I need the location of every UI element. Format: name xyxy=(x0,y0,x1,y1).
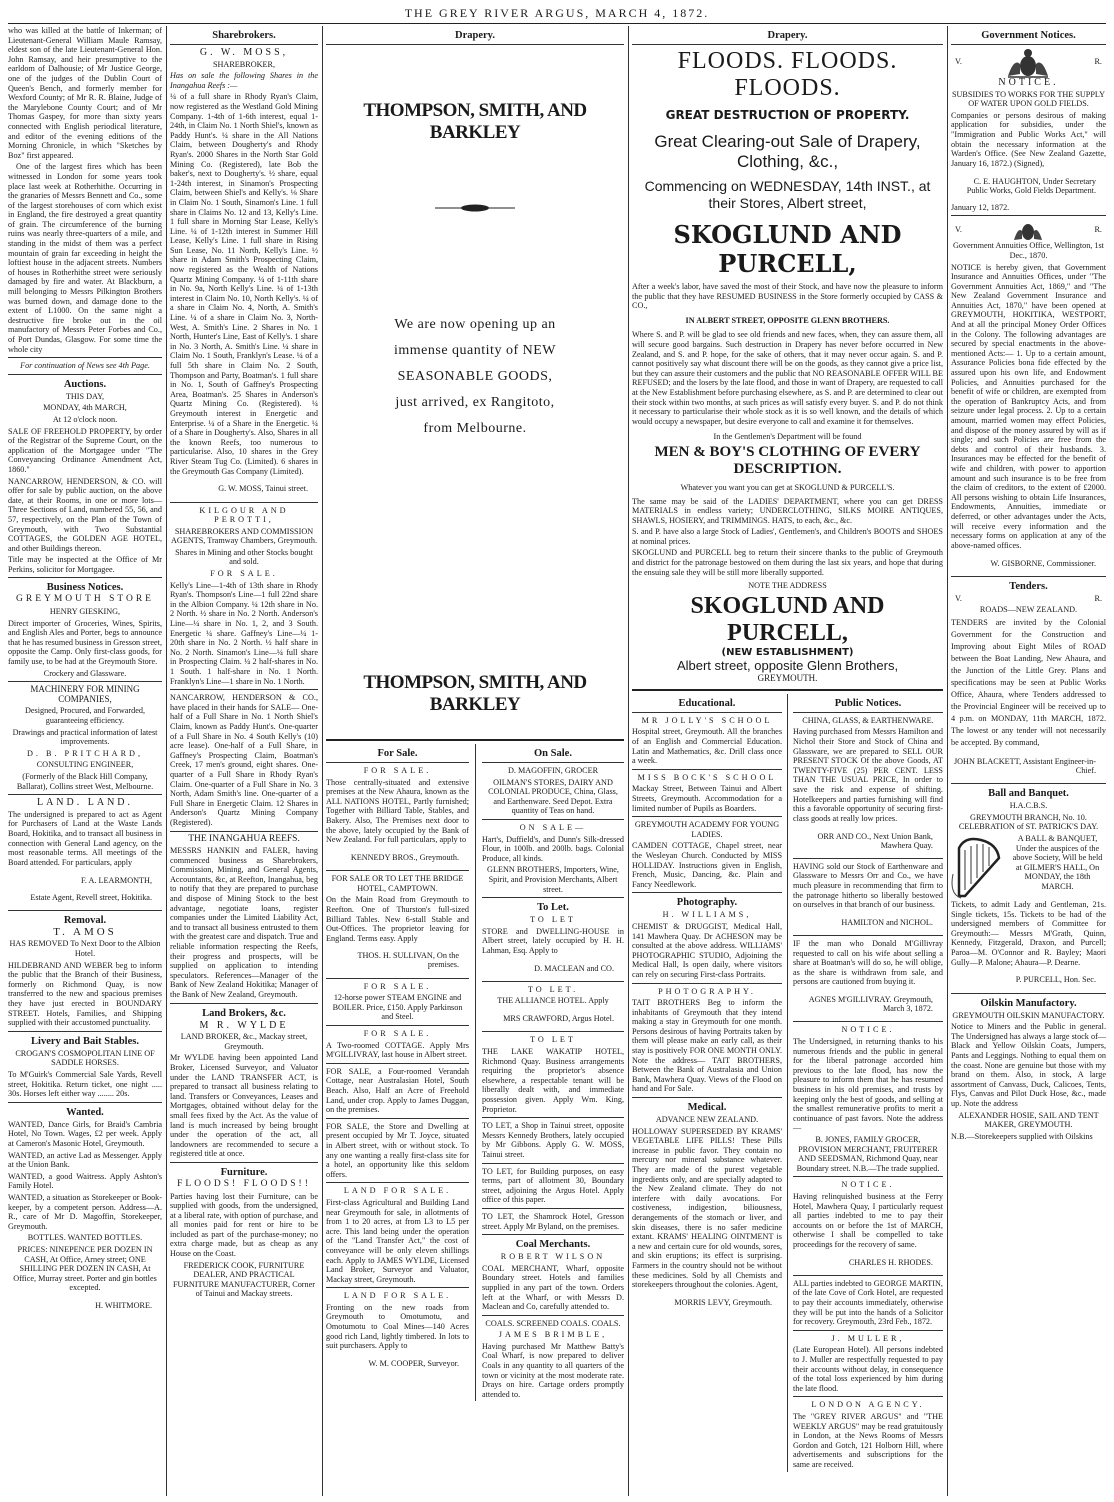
royal-arms-icon xyxy=(1013,219,1043,241)
ad-title: NOTICE. xyxy=(998,77,1059,88)
ad-text: (Late European Hotel). All persons indebted to J. Muller are respectfully requested to pay their accounts without delay, in consequence of the total loss experienced by him during the late flood. xyxy=(792,1345,943,1393)
ad-text: Where S. and P. will be glad to see old friends and new faces, when, they can assure them, all will secure good bargains. Such destruction in Drapery has never before occurred in New Zealand, and S. and P. hope, for the sake of others, that it may never occur again. S. and P. cannot positively say what discount there will be on the goods, as they cannot give a price list, but they can assure their customers and the public that NO REASONABLE OFFER WILL BE REFUSED; and the losers by the late flood, and those in want of Drapery, are requested to call at the New Establishment before purchasing elsewhere, as S. and P. are determined to clear out their stock within two months, at such prices as will satisfy every buyer. S. and P. do not think it necessary to particularise their whole stock as it is so well known, and the details of which would occupy a newspaper, but desire everyone to call and examine it for themselves. xyxy=(632,330,943,426)
ad-text: TO LET, the Shamrock Hotel, Gresson street. Apply Mr Byland, on the premises. xyxy=(481,1211,624,1231)
auction-date: At 12 o'clock noon. xyxy=(52,414,118,424)
ad-text: Crockery and Glassware. xyxy=(43,668,127,678)
ad-text: FOR SALE. xyxy=(210,569,278,579)
section-heading: Public Notices. xyxy=(834,697,902,709)
royal-cipher-v: V. xyxy=(955,593,962,603)
ad-signature: ALEXANDER HOSIE, SAIL AND TENT MAKER, GREYMOUTH. xyxy=(958,1110,1099,1130)
column-1 xyxy=(8,26,162,1496)
ad-title: KILGOUR AND PEROTTI, xyxy=(199,505,289,525)
ad-title: BOTTLES. WANTED BOTTLES. xyxy=(27,1233,143,1243)
auction-date: THIS DAY, xyxy=(65,391,105,401)
ad-signature: KENNEDY BROS., Greymouth. xyxy=(350,852,459,862)
ad-title: J. MULLER, xyxy=(831,1333,905,1343)
ad-text: CONSULTING ENGINEER, xyxy=(36,760,134,770)
advertiser-title: THOMPSON, SMITH, AND BARKLEY xyxy=(363,100,587,143)
ad-text: NOTICE is hereby given, that Government Insurance and Annuities Offices, under "The Government Annuities Act, 1869," and "The New Zealand Government Insurance and Annuities Act, 1870," have been opened at GREYMOUTH, HOKITIKA, WESTPORT, And at all the principal Money Order Offices in the Colony. The following advantages are secured by special enactments in the above-mentioned Acts:— 1. Up to a certain amount, Assurance Policies bona fide effected by the assured upon his own life, and Endowment Policies, and Annuities purchased for the benefit of wife or children, are exempted from the operation of Bankruptcy Acts, and from seizure under legal process. 2. Up to a certain amount, married women may effect Policies, and dispose of the money assured by will as if single; and such Policies are free from the debts and control of their husbands. 3. Insurances may be effected for the benefit of wife and children, with power to apportion amount and such insurance is to be free from the claim of creditors, to the extent of £2000. All persons wishing to obtain Life Insurances, Endowments, Annuities, immediate or deferred, or other advantages under the Acts, will receive every information and the necessary forms on application at any of the above-named offices. xyxy=(951,262,1106,550)
section-heading: Business Notices. xyxy=(46,582,124,594)
news-text: who was killed at the battle of Inkerman; of Lieutenant-General William Maule Ramsay, eldest son of the late Lieutenant-General Hon. John Ramsay, and heir presumptive to the earldom of Dalhousie; of Mr Justice George, one of the judges of the Dublin Court of Queen's Bench, and formerly member for Wexford County; of Mr R. R. Blaine, Judge of the Marylebone County Court; and of Mr Thomas Gaspey, for more than sixty years connected with English periodical literature, and editor of the evening editions of the Morning Chronicle, in which "Sketches by Boz" first appeared. xyxy=(8,26,162,160)
ad-text: The Undersigned, in returning thanks to his numerous friends and the public in general for the liberal patronage accorded him previous to the late flood, has now the pleasure to inform them that he has resumed business in his old premises, and trusts by keeping only the best of goods, and selling at the smallest remunerative profits to merit a continuance of past favors. Note the address— xyxy=(792,1037,943,1133)
ad-signature: JOHN BLACKETT, Assistant Engineer-in-Chief. xyxy=(953,757,1096,776)
ad-signature: P. PURCELL, Hon. Sec. xyxy=(1015,975,1096,985)
ad-title: NOTICE. xyxy=(841,1180,895,1190)
share-list: Kelly's Line—1-4th of 13th share in Rhody Ryan's. Thompson's Line—1 full 22nd share in the Albion Company. ¼ 12th share in No. 2 North. ½ share in No. 2 North. Anderson's Line—¼ share in No. 1, 2, and 3 South. Energetic ¼ share. Gaffney's Line—¼ 1-20th share in No. 2 North. ½ half share in No. 2 North. Sinamon's Line—¼ full share in Prospecting Claim. ¼ 2 half-shares in No. 1 South. 1 half-share in No. 1 North. Franklyn's Line—1 share in No. 1 North. xyxy=(170,580,318,686)
ad-text: COAL MERCHANT, Wharf, opposite Boundary street. Hotels and families supplied in any part of the town. Orders left at the Wharf, or with Messrs D. Maclean and Co, carefully attended to. xyxy=(481,1263,624,1312)
ad-text: The same may be said of the LADIES' DEPARTMENT, where you can get DRESS MATERIALS in endless variety; UNDERCLOTHING, SILKS MOIRE ANTIQUES, SHAWLS, HOSIERY, and TRIMMINGS. HATS, to each, &c., &c. xyxy=(632,496,943,525)
ad-text: Those centrally-situated and extensive premises at the New Ahaura, known as the ALL NATIONS HOTEL, Partly furnished; Together with Billiard Table, Stables, and Bakery. Also, The Premises next door to the above, lately occupied by the Bank of New Zealand. For full particulars, apply to xyxy=(326,777,469,845)
ad-title: LAND FOR SALE. xyxy=(343,1291,452,1301)
ad-text: Hart's, Duffield's, and Dunn's Silk-dressed Flour, in 100lb. and 200lb. bags. Colonial Produce, all kinds. xyxy=(481,834,624,863)
ad-text: (Formerly of the Black Hill Company, Ballarat), Collins street West, Melbourne. xyxy=(16,771,154,791)
ad-signature: W. M. COOPER, Surveyor. xyxy=(368,1359,459,1369)
ad-line: immense quantity of NEW xyxy=(394,343,556,358)
ad-title: MISS BOCK'S SCHOOL xyxy=(637,772,777,782)
ad-signature: G. W. MOSS, Tainui street. xyxy=(218,484,308,494)
ad-text: Fronting on the new roads from Greymouth to Omotumotu, and Omotumotu to Coal Mines—140 Acres good rich Land, lightly timbered. In lots to suit purchasers. Apply to xyxy=(326,1302,469,1351)
ad-signature: C. E. HAUGHTON, Under Secretary Public Works, Gold Fields Department. xyxy=(966,176,1096,195)
column-rule xyxy=(947,26,948,1496)
ad-text: Mr WYLDE having been appointed Land Broker, Licensed Surveyor, and Valuator under the LAND TRANSFER ACT, is prepared to transact all business relating to land. Transfers or Conveyances, Leases and Mortgages, obtained without delay for the small fees fixed by the Act. As the value of land is much increased by being brought under the operation of the act, all landowners are recommended to secure a registered title at once. xyxy=(170,1053,318,1159)
section-heading: To Let. xyxy=(537,902,569,914)
section-heading: Removal. xyxy=(63,914,107,926)
section-heading: Government Notices. xyxy=(981,30,1076,41)
section-heading: Ball and Banquet. xyxy=(988,788,1069,800)
ad-text: TO LET, for Building purposes, on easy terms, part of allotment 30, Boundary street, adjoining the Argus Hotel. Apply office of this paper. xyxy=(481,1166,624,1205)
ad-title: PHOTOGRAPHY. xyxy=(658,986,756,996)
ad-text: Whatever you want you can get at SKOGLUND & PURCELL'S. xyxy=(680,482,895,492)
section-heading: Medical. xyxy=(687,1102,727,1114)
ad-title: FOR SALE OR TO LET THE BRIDGE HOTEL, CAMPTOWN. xyxy=(331,874,464,893)
ad-text: SKOGLUND and PURCELL beg to return their sincere thanks to the public of Greymouth and district for the patronage bestowed on them during the last six years, and hope that during the ensuing sale they will be still more liberally supported. xyxy=(632,548,943,577)
ad-title: ON SALE— xyxy=(519,822,587,832)
section-heading: Tenders. xyxy=(1009,580,1048,592)
ad-headline: FLOODS. FLOODS. FLOODS. xyxy=(677,48,898,101)
ad-title: LAND. LAND. xyxy=(36,797,134,809)
ad-signature: Estate Agent, Revell street, Hokitika. xyxy=(30,892,152,902)
ad-text: N.B.—Storekeepers supplied with Oilskins xyxy=(951,1131,1093,1141)
ad-signature: D. MACLEAN and CO. xyxy=(534,963,614,973)
ad-line: We are now opening up an xyxy=(394,317,556,332)
ad-text: CAMDEN COTTAGE, Chapel street, near the Wesleyan Church. Conducted by MISS HOLLIDAY. Instructions given in English, French, Music, Dancing, &c. Plain and Fancy Needlework. xyxy=(632,841,782,889)
ad-text: SHAREBROKERS AND COMMISSION AGENTS, Tramway Chambers, Greymouth. xyxy=(171,526,317,546)
ad-title: FOR SALE. xyxy=(363,981,432,991)
ad-text: Has on sale the following Shares in the Inangahua Reefs :— xyxy=(170,71,318,90)
ad-firm-name: SKOGLUND AND PURCELL, xyxy=(673,220,902,278)
ad-title: G. W. MOSS, xyxy=(199,47,289,58)
ad-text: SHAREBROKER, xyxy=(212,59,276,69)
ad-text: THE ALLIANCE HOTEL. Apply xyxy=(497,996,609,1006)
harp-icon xyxy=(951,834,1005,900)
ad-text: WANTED, a good Waitress. Apply Ashton's Family Hotel. xyxy=(8,1171,162,1191)
ad-name: JAMES BRIMBLE, xyxy=(498,1330,608,1340)
ad-text: Mackay Street, Between Tainui and Albert Streets, Greymouth. Accommodation for a limited number of Pupils as Boarders. xyxy=(632,784,782,813)
ad-text: First-class Agricultural and Building Land near Greymouth for sale, in allotments of from 1 to 20 acres, at from L3 to L5 per acre. This land being under the operation of the "Land Transfer Act," the cost of conveyance will be only eleven shillings each. Apply to JAMES WYLDE, Licensed Land Broker, Surveyor and Valuator, Mackay street, Greymouth. xyxy=(326,1197,469,1284)
ad-signature: MRS CRAWFORD, Argus Hotel. xyxy=(503,1014,614,1024)
ad-signature: GLENN BROTHERS, Importers, Wine, Spirit, and Provision Merchants, Albert street. xyxy=(487,865,619,894)
royal-cipher-r: R. xyxy=(1094,57,1102,67)
ad-line: SEASONABLE GOODS, xyxy=(397,369,553,384)
ad-title: TO LET xyxy=(530,915,576,925)
ad-text: Designed, Procured, and Forwarded, guaranteeing efficiency. xyxy=(24,706,146,725)
section-heading: Furniture. xyxy=(220,1166,268,1178)
ad-text: IF the man who Donald M'Gillivray requested to call on his wife about selling a share at Boatman's will do so, he will oblige, as the share is withdrawn from sale, and persons are cautioned from buying it. xyxy=(792,939,943,987)
share-list: ¼ of a full share in Rhody Ryan's Claim, now registered as the Westland Gold Mining Company. 1-4th of 1-6th interest, equal 1-24th, in Claim No. 1 North Shiel's, known as Paddy Hunt's. ¼ share in the All Nations Claim, between Dougherty's and Rhody Ryan's. 2000 Shares in the North Star Gold Mining Co. (Registered), late Bob the baker's, next to Dougherty's. ½ share, equal 1-24th interest, in Sinamon's Prospecting Claim, between Shiel's and Kelly's. ⅛ Share in Claim No. 1 South, Sinamon's Line. 1 full share in Claims No. 12 and 13, Kelly's Line. 1 full share in Morning Star Lease, Kelly's Line. ¼ of 1-12th interest in Summer Hill Lease, Kelly's Line. 1 full share in Rising Sun Lease, No. 11 North, Kelly's Line. ½ share in Adam Smith's Prospecting Claim, now registered as the Wealth of Nations Quartz Mining Company. ¼ of 1-11th share in No. 9a, North Kelly's Line. ¼ of 1-13th interest in Claim No. 10, North Kelly's. ¼ of a share in Claim No. 4, North, A. Smith's Line. ¼ of a share in Claim No. 3, North-West, A. Smith's Line. 2 Shares in No. 1 North, Hunter's Line, East of Kelly's. 1 share in No. 3 North, A. Smith's Line. ¼ share in Claim No. 1 South, Franklyn's Lease. ¼ of a full 5th share in Claim No. 2 South, Thompson and Party, Boatman's. 1 full share in No. 1, South of Gaffney's Prospecting Area, Boatman's. 25 Shares in Anderson's Quartz Mining Co. (Registered). ¼ Greymouth interest in Energetic and Enterprise. ¼ of a Share in the Energetic. ¼ of a Share in Dougherty's. Also, Shares in all the known Reefs, too numerous to particularise. Also, 10 shares in the Grey River Steam Tug Co. (Limited). 6 shares in the Greymouth Gas Company (Limited). xyxy=(170,92,318,476)
ad-text: TO LET, a Shop in Tainui street, opposite Messrs Kennedy Brothers, lately occupied by Mr Gibbons. Apply G. W. MOSS, Tainui street. xyxy=(481,1121,624,1159)
ad-department: MEN & BOY'S CLOTHING OF EVERY DESCRIPTION. xyxy=(654,443,921,477)
ad-firm-name: SKOGLUND AND PURCELL, xyxy=(690,592,885,646)
ad-title: MR JOLLY'S SCHOOL xyxy=(641,715,773,725)
ad-title: NOTICE. xyxy=(841,1025,895,1035)
ad-text: OILMAN'S STORES, DAIRY AND COLONIAL PRODUCE, China, Glass, and Earthenware. Seed Depot. Extra quantity of Teas on hand. xyxy=(488,777,618,816)
ad-text: Having purchased from Messrs Hamilton and Nichol their Store and Stock of China and Glassware, we are prepared to SELL OUR PRESENT STOCK Of the above Goods, AT TWENTY-FIVE (25) PER CENT. LESS THAN THE USUAL PRICE, In order to save the risk and expense of shifting. Hotelkeepers and parties furnishing will find this a favorable opportunity of securing first-class goods at really low prices. xyxy=(792,727,943,823)
ad-text: After a week's labor, have saved the most of their Stock, and have now the pleasure to inform the public that they have RESUMED BUSINESS in the Store formerly occupied by CASS & CO., xyxy=(632,282,943,311)
ad-title: T. AMOS xyxy=(53,925,117,938)
column-rule xyxy=(628,26,629,1496)
column-3 xyxy=(326,26,624,1496)
ad-text: HAS REMOVED To Next Door to the Albion Hotel. xyxy=(9,939,161,959)
ad-title: D. MAGOFFIN, GROCER xyxy=(507,766,599,775)
public-notices-section xyxy=(793,694,943,1472)
auction-date: MONDAY, 4th MARCH, xyxy=(43,403,127,413)
column-2 xyxy=(170,26,318,1496)
ad-title: FLOODS! FLOODS!! xyxy=(177,1178,311,1189)
ad-title: CHINA, GLASS, & EARTHENWARE. xyxy=(802,715,934,725)
ad-title: GREYMOUTH BRANCH, No. 10. CELEBRATION of ST. PATRICK'S DAY. xyxy=(958,812,1099,832)
ad-title: MACHINERY FOR MINING COMPANIES, xyxy=(30,684,140,704)
auction-text: SALE OF FREEHOLD PROPERTY, by order of the Registrar of the Supreme Court, on the application of the Mortgagee under "The Conveyancing Ordinance Amendment Act, 1860." xyxy=(8,426,162,474)
royal-cipher-v: V. xyxy=(955,57,962,67)
masthead-rule xyxy=(8,23,1106,24)
ad-name: D. B. PRITCHARD, xyxy=(26,748,143,758)
ad-title: COALS. SCREENED COALS. COALS. xyxy=(485,1318,621,1328)
ad-location: IN ALBERT STREET, OPPOSITE GLENN BROTHERS. xyxy=(685,315,890,325)
ad-text: Having purchased Mr Matthew Batty's Coal Wharf, is now prepared to deliver Coals in any quantity to all quarters of the town or vicinity at the most moderate rate. Drays on hire. Cartage orders promptly attended to. xyxy=(481,1341,624,1399)
ad-text: S. and P. have also a large Stock of Ladies', Gentlemen's, and Children's BOOTS and SHOES at nominal prices. xyxy=(632,527,943,546)
ad-text: TENDERS are invited by the Colonial Government for the Construction and Improving about Eight Miles of ROAD between the Boat Landing, New Ahaura, and the Junction of the Little Grey. Plans and specifications may be seen at Public Works Office, Ahaura, where Tenders addressed to the Provincial Engineer will be received up to 4 p.m. on MONDAY, 11th MARCH, 1872. The lowest or any tender will not necessarily be accepted. By command, xyxy=(951,617,1106,747)
ad-signature: MORRIS LEVY, Greymouth. xyxy=(674,1297,772,1307)
news-continuation-note: For continuation of News see 4th Page. xyxy=(20,361,150,371)
ad-signature: AGNES M'GILLIVRAY. Greymouth, March 3, 1872. xyxy=(808,995,933,1014)
ad-text: HILDEBRAND AND WEBER beg to inform the public that the Branch of their Business, formerly on Richmond Quay, is now transferred to the new and spacious premises they have just erected in BOUNDARY STREET. Hotels, Families, and Shipping supplied with their accustomed punctuality. xyxy=(8,960,162,1028)
ad-signature: F. A. LEARMONTH, xyxy=(81,875,152,885)
column-rule xyxy=(166,26,167,1496)
ad-title: ADVANCE NEW ZEALAND. xyxy=(655,1115,759,1125)
ad-line: just arrived, ex Rangitoto, xyxy=(395,395,555,410)
educational-section xyxy=(632,694,782,1472)
ad-text: (NEW ESTABLISHMENT) xyxy=(721,646,854,658)
section-heading: Photography. xyxy=(676,897,738,909)
ad-text: Hospital street, Greymouth. All the branches of an English and Commercial Education. Latin and Mathematics, &c. Drill class once a week. xyxy=(632,727,782,766)
ad-text: LAND BROKER, &c., Mackay street, Greymouth. xyxy=(180,1032,308,1051)
ad-text: To M'Guirk's Commercial Sale Yards, Revell street, Hokitika. Return ticket, one night ..... 30s. Horses left either way ........ 20s. xyxy=(8,1070,162,1099)
ad-signature: CHARLES H. RHODES. xyxy=(848,1257,933,1267)
ad-title: ROBERT WILSON xyxy=(500,1252,606,1262)
ad-name: HENRY GIESKING, xyxy=(49,607,121,617)
ad-signature: ORR AND CO., Next Union Bank, Mawhera Quay. xyxy=(817,831,933,850)
ad-text: Having relinquished business at the Ferry Hotel, Mawhera Quay, I particularly request all parties indebted to me to pay their accounts on or before the 1st of MARCH, otherwise I shall be compelled to take proceedings for the recovery of same. xyxy=(792,1191,943,1249)
royal-cipher-r: R. xyxy=(1094,224,1102,234)
ad-text: Government Annuities Office, Wellington, 1st Dec., 1870. xyxy=(953,241,1104,260)
ad-text: Drawings and practical information of latest improvements. xyxy=(12,727,158,747)
ad-text: Tickets, to admit Lady and Gentleman, 21s. Single tickets, 15s. Tickets to be had of the undersigned members of Committee for Greymouth:— Messrs M'Grath, Quinn, Kennedy, Fitzgerald, Draxon, and Purcell; Paroa—M. O'Connor and R. Bayley; Maori Gully—P. Malone; Ahaura—P. Dearne. xyxy=(951,900,1106,967)
ad-text: FOR SALE, the Store and Dwelling at present occupied by Mr T. Joyce, situated in Albert street, with or without stock. To any one wanting a really first-class site for a hotel, an opportunity like this seldom offers. xyxy=(326,1121,469,1179)
ad-text: WANTED, a situation as Storekeeper or Book-keeper, by a competent person. Address—A. R., care of Mr D. Magoffin, Storekeeper, Greymouth. xyxy=(8,1192,162,1231)
ad-text: NANCARROW, HENDERSON & CO., have placed in their hands for SALE— One-half of a Full Share in No. 1 North Shiel's Claim, known as Paddy Hunt's. One-quarter of a Full Share in No. 4 South Kelly's (10) acre lease). One-half of a Full Share, in Gaffney's Prospecting Claim, Boatman's Creek, 17 men's ground, eight shares. One-quarter of a Full Share in Rhody Ryan's Claim. One-quarter of a Full Share in No. 3 North, Adam Smith's line. One-quarter of a Full Share in Energetic Claim. 12 Shares in Anderson's Quartz Mining Company (Registered). xyxy=(170,693,318,827)
auction-text: NANCARROW, HENDERSON, & CO. will offer for sale by public auction, on the above date, at their Rooms, in one or more lots— Three Sections of Land, numbered 55, 56, and 57, respectively, on the Plan of the Town of Greymouth, with Two Substantial COTTAGES, the GOLDEN AGE HOTEL, and other Buildings thereon. xyxy=(8,476,162,553)
section-heading: Drapery. xyxy=(767,30,808,41)
ad-title: FOR SALE. xyxy=(363,1029,432,1039)
ad-text: WANTED, Dance Girls, for Braid's Cambria Hotel, No Town. Wages, £2 per week. Apply at Cameron's Masonic Hotel, Greymouth. xyxy=(8,1119,162,1148)
section-heading: Educational. xyxy=(678,697,736,709)
column-rule xyxy=(322,26,323,1496)
ad-subheadline: GREAT DESTRUCTION OF PROPERTY. xyxy=(665,108,910,122)
ad-subtitle: SUBSIDIES TO WORKS FOR THE SUPPLY OF WATER UPON GOLD FIELDS. xyxy=(951,89,1106,109)
ad-title: M R. WYLDE xyxy=(199,1019,289,1031)
ad-signature: W. GISBORNE, Commissioner. xyxy=(990,558,1096,568)
for-sale-section xyxy=(326,744,469,1401)
masthead: THE GREY RIVER ARGUS, MARCH 4, 1872. xyxy=(404,6,710,20)
ad-title: FOR SALE. xyxy=(363,766,432,775)
section-heading: Wanted. xyxy=(66,1106,104,1118)
ad-text: Direct importer of Groceries, Wines, Spirits, and English Ales and Porter, begs to announce that he has resumed business in Gresson street, opposite the Camp. Only first-class goods, for family use, to be had at the Greymouth Store. xyxy=(8,618,162,667)
ad-text: A Two-roomed COTTAGE. Apply Mrs M'GILLIVRAY, last house in Albert street. xyxy=(326,1040,469,1060)
ad-text: 12-horse power STEAM ENGINE and BOILER. Price, £150. Apply Parkinson and Steel. xyxy=(332,993,463,1022)
section-heading: For Sale. xyxy=(377,748,418,759)
ad-sale-title: Great Clearing-out Sale of Drapery, Clothing, &c., xyxy=(654,132,921,171)
ad-title: THE INANGAHUA REEFS. xyxy=(188,833,300,844)
advertiser-title: THOMPSON, SMITH, AND BARKLEY xyxy=(363,672,587,715)
ad-text: PRICES: NINEPENCE PER DOZEN IN CASH, At Office, Arney street; ONE SHILLING PER DOZEN IN CASH, At Office, Murray street. Porter and gin bottles excepted. xyxy=(13,1244,157,1293)
royal-cipher-r: R. xyxy=(1094,593,1102,603)
ad-text: In the Gentlemen's Department will be found xyxy=(713,432,862,442)
section-heading: Land Brokers, &c. xyxy=(202,1007,286,1019)
ad-text: THE LAKE WAKATIP HOTEL, Richmond Quay. Business arrangements requiring the proprietor's absence elsewhere, a respectable tenant will be liberally dealt with, and immediate possession given. Apply Wm. King, Proprietor. xyxy=(481,1047,624,1114)
section-heading: Sharebrokers. xyxy=(212,30,276,41)
ad-signature: B. JONES, FAMILY GROCER, PROVISION MERCHANT, FRUITERER AND SEEDSMAN, Richmond Quay, near Boundary street. N.B.—The trade supplied. xyxy=(796,1134,940,1173)
ad-text: WANTED, an active Lad as Messenger. Apply at the Union Bank. xyxy=(8,1150,162,1170)
ornament-rule xyxy=(435,203,515,213)
ad-text: On the Main Road from Greymouth to Reefton. One of Thurston's full-sized Billiard Tables. New 6-stall Stable and Out-Offices. The proprietor leaving for England. Terms easy. Apply xyxy=(326,895,469,943)
ad-text: MESSRS HANKIN and FALER, having commenced business as Sharebrokers, Commission, Mining, and General Agents, Accountants, &c, at Reefton, Inangahua, beg to notify that they are prepared to purchase and dispose of Mining Stock to the best advantage, negotiate loans, register companies under the Limited Liability Act, and to transact all business entrusted to them with the greatest care and dispatch. True and reliable information respecting the Reefs, their progress and prospects, will be supplied on application to intending speculators. References—Manager of the Bank of New Zealand Hokitika; Manager of the Bank of New Zealand, Greymouth. xyxy=(170,846,318,999)
ad-address: Albert street, opposite Glenn Brothers, xyxy=(676,657,899,673)
ad-title: GREYMOUTH ACADEMY FOR YOUNG LADIES. xyxy=(634,820,780,839)
auction-text: Title may be inspected at the Office of Mr Perkins, solicitor for Mortgagee. xyxy=(8,555,162,574)
column-5 xyxy=(632,26,943,1496)
ad-title: GREYMOUTH OILSKIN MANUFACTORY. xyxy=(952,1010,1105,1020)
royal-arms-icon xyxy=(1006,48,1050,78)
section-heading: Livery and Bait Stables. xyxy=(31,1035,139,1047)
ad-title: LAND FOR SALE. xyxy=(343,1186,452,1196)
ad-title: TO LET. xyxy=(527,984,579,994)
ad-text: ALL parties indebted to GEORGE MARTIN, of the late Cove of Cork Hotel, are requested to pay their accounts immediately, otherwise they will be put into the hands of a Solicitor for recovery. Greymouth, 23rd Feb., 1872. xyxy=(792,1278,943,1327)
column-6 xyxy=(951,26,1106,1496)
ad-sale-date: Commencing on WEDNESDAY, 14th INST., at their Stores, Albert street, xyxy=(644,178,931,211)
section-heading: Oilskin Manufactory. xyxy=(980,997,1077,1009)
ad-text: CHEMIST & DRUGGIST, Medical Hall, 141 Mawhera Quay. Dr ACHESON may be consulted at the above address. WILLIAMS' PHOTOGRAPHIC STUDIO, Adjoining the Medical Hall, Is open daily, where visitors can rely on securing First-class Portraits. xyxy=(632,921,782,979)
ad-signature: H. WHITMORE. xyxy=(95,1301,152,1311)
ad-text: FOR SALE, a Four-roomed Verandah Cottage, near Australasian Hotel, South Beach. Also, Half an Acre of Freehold Land, under crop. Apply to James Duggan, on the premises. xyxy=(326,1066,469,1115)
ad-line: from Melbourne. xyxy=(423,421,527,436)
ad-title: GREYMOUTH STORE xyxy=(16,594,154,605)
ad-text: Notice to Miners and the Public in general. The Undersigned has always a large stock of— Black and Yellow Oilskin Coats, Jumpers, Pants and Leggings. Nothing to equal them on the coast. None are genuine but those with my brand on them. Also, in stock, A large assortment of Canvass, Duck, Calicoes, Tents, Flys, Canvas and Pilot Duck Hose, &c., made up. Note the address xyxy=(951,1022,1106,1108)
ad-title: H. WILLIAMS, xyxy=(662,910,752,920)
ad-title: CROGAN'S COSMOPOLITAN LINE OF SADDLE HORSES. xyxy=(15,1048,155,1068)
ad-text: A BALL & BANQUET, Under the auspices of the above Society, Will be held at GILMER'S HALL, On MONDAY, the 18th MARCH. xyxy=(1012,834,1103,891)
ad-signature: THOS. H. SULLIVAN, On the premises. xyxy=(357,951,459,970)
ad-title: TO LET xyxy=(530,1035,576,1045)
on-sale-section xyxy=(482,744,624,1401)
section-heading: Auctions. xyxy=(63,378,107,390)
ad-date: January 12, 1872. xyxy=(951,202,1010,212)
ad-text: Shares in Mining and other Stocks bought and sold. xyxy=(175,547,313,567)
section-heading: On Sale. xyxy=(534,748,572,759)
royal-cipher-v: V. xyxy=(955,224,962,234)
ad-text: The "GREY RIVER ARGUS" and "THE WEEKLY ARGUS" may be read gratuitously in London, at the News Rooms of Messrs Gordon and Gotch, 121 Holborn Hill, where advertisements and subscriptions for the same are received. xyxy=(792,1412,943,1469)
ad-text: HAVING sold our Stock of Earthenware and Glassware to Messrs Orr and Co., we have much pleasure in recommending that firm to the patronage hitherto so liberally bestowed on ourselves in that branch of our business. xyxy=(792,861,943,910)
ad-text: Companies or persons desirous of making application for subsidies, under the "Immigration and Public Works Act," will obtain the necessary information at the Warden's Office. (See New Zealand Gazette, January 16, 1872.) (Signed), xyxy=(951,110,1106,168)
ad-text: NOTE THE ADDRESS xyxy=(748,581,827,591)
news-text: One of the largest fires which has been witnessed in London for some years took place last week at Rotherhithe. Occurring in the granaries of Messrs Bennett and Co., some of the largest storehouses of corn which exist in England, the fire destroyed a great quantity of grain. The circumference of the burning ruins was nearly three-quarters of a mile, and standing in the midst of them was a perfect mountain of grain far exceeding in height the loftiest house in the adjacent streets. Numbers of houses in Rotherhithe street were seriously damaged by fire and water. At Blackburn, a mill belonging to Messrs Pilkington Brothers was burned down, and damage done to the extent of L1000. On the same night a destructive fire broke out in the oil manufactory of Messrs Peter Forbes and Co., of Port Dundas, Glasgow. For some time the whole city xyxy=(8,162,162,354)
ad-signature: HAMILTON and NICHOL. xyxy=(841,917,933,927)
advertisement-body xyxy=(326,312,624,442)
ad-signature: FREDERICK COOK, FURNITURE DEALER, AND PRACTICAL FURNITURE MANUFACTURER, Corner of Tainui and Mackay streets. xyxy=(173,1260,315,1299)
ad-text: TAIT BROTHERS Beg to inform the inhabitants of Greymouth that they intend making a stay in Greymouth for one month. Persons desirous of having Portraits taken by them will please make an early call, as their stay is positively FOR ONE MONTH ONLY. Note the address— TAIT BROTHERS, Between the Bank of Australasia and Union Bank, Mawhera Quay. Views of the Flood on hand and For Sale. xyxy=(632,998,782,1094)
ad-text: STORE and DWELLING-HOUSE in Albert street, lately occupied by H. H. Lahman, Esq. Apply to xyxy=(481,926,624,955)
ad-town: GREYMOUTH. xyxy=(757,672,818,683)
ad-title: LONDON AGENCY. xyxy=(811,1400,925,1410)
ad-text: HOLLOWAY SUPERSEDED BY KRAMS' VEGETABLE LIFE PILLS! These Pills increase in public favor. They contain no mercury nor mineral substance whatever. They are made of the purest vegetable ingredients only, and are specially adapted to the New Zealand climate. They do not interfere with daily avocations. For costiveness, indigestion, biliousness, derangements of the stomach or liver, and skin diseases, there is no safer medicine extant. KRAMS' HEALING OINTMENT is a new and certain cure for old wounds, sores, and skin eruptions; its effect is surprising. Farmers in the country should not be without these medicines. Sold by all Chemists and storekeepers throughout the colonies. Agent, xyxy=(632,1126,782,1290)
ad-text: The undersigned is prepared to act as Agent for Purchasers of Land at the Waste Lands Board, Hokitika, and to transact all business in connection with General Land agency, on the most reasonable terms. All meetings of the Board attended. For particulars, apply xyxy=(8,809,162,867)
section-heading: Coal Merchants. xyxy=(515,1239,591,1251)
ad-title: ROADS—NEW ZEALAND. xyxy=(979,605,1078,615)
ad-text: Parties having lost their Furniture, can be supplied with goods, from the undersigned, at a liberal rate, with option of purchase, and all monies paid for rent or hire to be included as part of the purchase-money; no extra charge made, but as cheap as any House on the Coast. xyxy=(170,1191,318,1259)
ad-text: H.A.C.B.S. xyxy=(1009,801,1048,811)
section-heading: Drapery. xyxy=(455,30,495,41)
